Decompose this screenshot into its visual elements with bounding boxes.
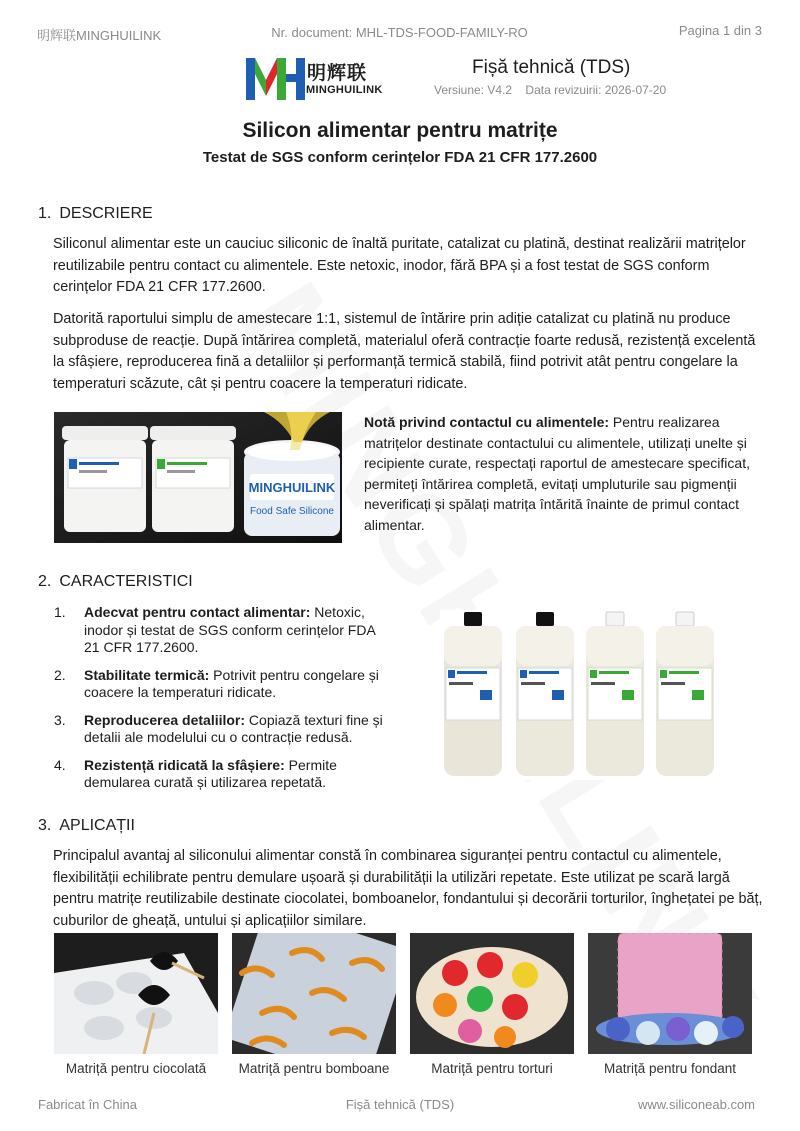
silicone-jars-photo (54, 412, 342, 543)
features-list (54, 604, 394, 802)
caption-candy: Matriță pentru bomboane (238, 1061, 390, 1076)
note-text: Pentru realizarea matrițelor destinate contactului cu alimentele, utilizați unelte și recipiente curate, respectați raportul de amestecare specificat, permiteți întărirea completă, evitați umpluturile sau pigmenții neverificați și spălați matrița întărită înainte de primul contact alimentar. (364, 414, 750, 533)
note-label: Notă privind contactul cu alimentele: (364, 414, 610, 430)
document-subtitle: Testat de SGS conform cerințelor FDA 21 CFR 177.2600 (202, 149, 598, 166)
document-title: Silicon alimentar pentru matrițe (242, 119, 558, 142)
document-number: Nr. document: MHL-TDS-FOOD-FAMILY-RO (271, 25, 528, 40)
description-paragraph-2: Datorită raportului simplu de amestecare 1:1, sistemul de întărire prin adiție catalizat cu platină nu produce subproduse de reacție. După întărirea completă, materialul oferă contracție foarte redusă, rezistență excelentă la sfâșiere, reproducerea fină a detaliilor și performanță termică stabilă, fiind potrivit atât pentru congelare la temperaturi scăzute, cât și pentru coacere la temperaturi ridicate. (53, 311, 756, 392)
bottle-1 (444, 612, 502, 776)
bottle-3 (586, 612, 644, 776)
applications-paragraph: Principalul avantaj al siliconului alimentar constă în combinarea siguranței pentru contactul cu alimentele, flexibilității echilibrate pentru demulare ușoară și durabilității la utilizări repetate. Este utilizat pe scară largă pentru matrițe reutilizabile destinate ciocolatei, bomboanelor, fondantului și decorării torturilor, înghețatei pe băț, cuburilor de gheață, untului și aplicațiilor similare. (53, 848, 763, 929)
header-brand: 明辉联MINGHUILINK (37, 28, 162, 43)
list-item: 2. Stabilitate termică: Potrivit pentru congelare și coacere la temperaturi ridicate. (54, 666, 379, 700)
tds-title: Fișă tehnică (TDS) (472, 57, 631, 78)
cake-mold-image (410, 933, 574, 1054)
caption-chocolate: Matriță pentru ciocolată (65, 1061, 207, 1076)
caption-fondant: Matriță pentru fondant (603, 1061, 737, 1076)
list-item: 4. Rezistență ridicată la sfâșiere: Permite demularea curată și utilizarea repetată. (54, 756, 337, 790)
list-item: 3. Reproducerea detaliilor: Copiază texturi fine și detalii ale modelului cu o contracție redusă. (54, 711, 383, 745)
fondant-mold-image (588, 933, 752, 1054)
company-logo (246, 56, 383, 100)
chocolate-mold-image (54, 933, 218, 1054)
footer-origin: Fabricat în China (38, 1097, 137, 1112)
candy-mold-photo (232, 933, 396, 1054)
version: Versiune: V4.2 (434, 83, 513, 97)
section-heading-features: 2. CARACTERISTICI (38, 573, 193, 590)
food-contact-note (364, 412, 769, 535)
page-header (37, 23, 762, 41)
logo-chinese-text: 明辉联 (307, 62, 368, 84)
svg-text:MINGHUILINK: MINGHUILINK (248, 480, 336, 495)
page-number: Pagina 1 din 3 (678, 23, 762, 38)
description-paragraph-1: Siliconul alimentar este un cauciuc siliconic de înaltă puritate, catalizat cu platină, destinat realizării matrițelor reutilizabile pentru contact cu alimentele. Este netoxic, inodor, fără BPA și a fost testat de SGS conform cerințelor FDA 21 CFR 177.2600. (53, 236, 746, 295)
jars-image (54, 412, 342, 543)
mh-logo-icon (246, 56, 306, 100)
tds-meta (434, 83, 666, 97)
silicone-bottles-photo (440, 610, 730, 780)
section-heading-applications: 3. APLICAȚII (38, 817, 135, 834)
candy-mold-image (232, 933, 396, 1054)
bottles-image (440, 610, 730, 780)
footer-website-link[interactable]: www.siliconeab.com (637, 1097, 755, 1112)
svg-text:Food Safe Silicone: Food Safe Silicone (250, 506, 334, 517)
bottle-4 (656, 612, 714, 776)
chocolate-mold-photo (54, 933, 218, 1054)
fondant-mold-photo (588, 933, 752, 1054)
bottle-2 (516, 612, 574, 776)
cake-mold-photo (410, 933, 574, 1054)
section-heading-description: 1. DESCRIERE (38, 205, 153, 222)
footer-title: Fișă tehnică (TDS) (345, 1097, 455, 1112)
list-item: 1. Adecvat pentru contact alimentar: Netoxic, inodor și testat de SGS conform cerințelor FDA 21 CFR 177.2600. (54, 604, 376, 655)
revision-date: Data revizuirii: 2026-07-20 (525, 83, 667, 97)
caption-cake: Matriță pentru torturi (431, 1061, 553, 1076)
logo-english-text: MINGHUILINK (306, 84, 383, 96)
